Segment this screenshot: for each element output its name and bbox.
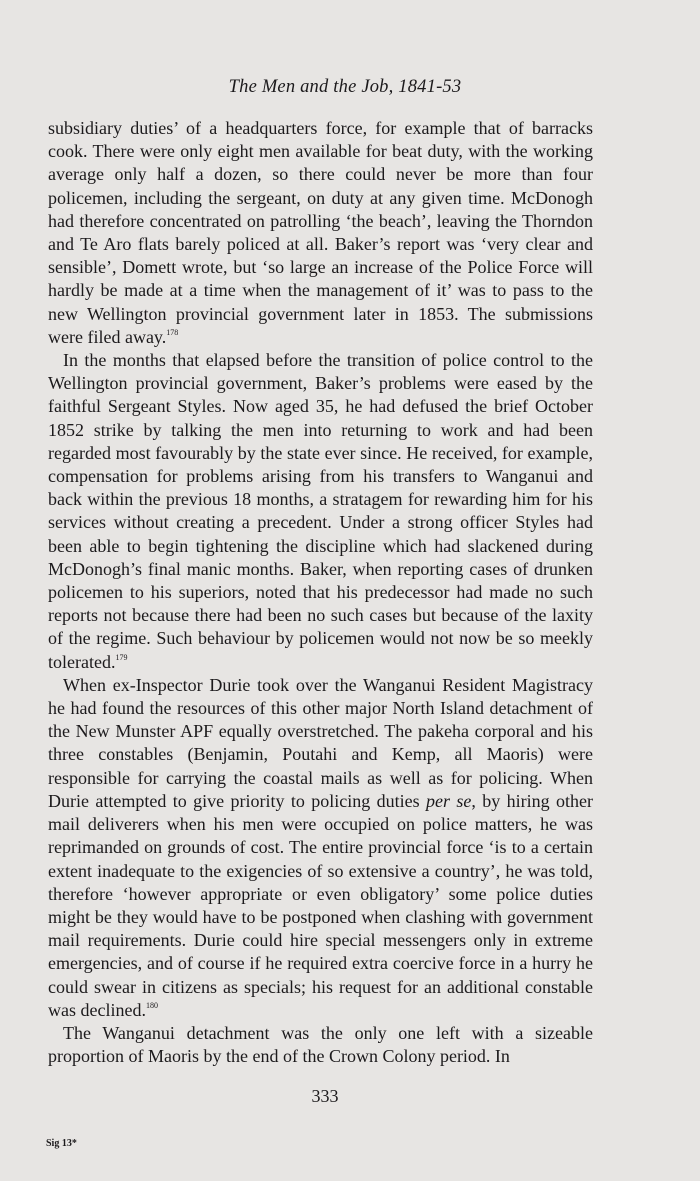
- paragraph-3-text-before: When ex-Inspector Durie took over the Wanganui Resident Magistracy he had found the resources of this other major North Island detachment of the New Munster APF equally overstretched. The pakeha corporal and his three constables (Benjamin, Poutahi and Kemp, all Maoris) were responsible for carrying the coastal mails as well as for policing. When Durie attempted to give priority to policing duties: [48, 674, 593, 811]
- footnote-ref-178: 178: [166, 327, 179, 337]
- paragraph-2: [48, 349, 593, 674]
- running-head: The Men and the Job, 1841-53: [228, 77, 462, 97]
- paragraph-4: [48, 1022, 593, 1068]
- italic-phrase: per se: [425, 790, 472, 811]
- footnote-ref-179: 179: [115, 652, 128, 662]
- paragraph-3: [48, 674, 593, 1022]
- signature-mark: Sig 13*: [46, 1138, 77, 1149]
- paragraph-1: [48, 117, 593, 349]
- paragraph-1-text: subsidiary duties’ of a headquarters force, for example that of barracks cook. There were only eight men available for beat duty, with the working average only half a dozen, so there could never be more than four policemen, including the sergeant, on duty at any given time. McDonogh had therefore concentrated on patrolling ‘the beach’, leaving the Thorndon and Te Aro flats barely policed at all. Baker’s report was ‘very clear and sensible’, Domett wrote, but ‘so large an increase of the Police Force will hardly be made at a time when the management of it’ was to pass to the new Wellington provincial government later in 1853. The submissions were filed away.: [48, 118, 593, 347]
- body-text: [48, 117, 593, 1068]
- paragraph-2-text: In the months that elapsed before the transition of police control to the Wellington provincial government, Baker’s problems were eased by the faithful Sergeant Styles. Now aged 35, he had defused the brief October 1852 strike by talking the men into returning to work and had been regarded most favourably by the state ever since. He received, for example, compensation for problems arising from his transfers to Wanganui and back within the previous 18 months, a stratagem for rewarding him for his services without creating a precedent. Under a strong officer Styles had been able to begin tightening the discipline which had slackened during McDonogh’s final manic months. Baker, when reporting cases of drunken policemen to his superiors, noted that his predecessor had made no such reports not because there had been no such cases but because of the laxity of the regime. Such behaviour by policemen would not now be so meekly tolerated.: [48, 350, 593, 672]
- footnote-ref-180: 180: [145, 1000, 158, 1010]
- paragraph-4-text: The Wanganui detachment was the only one left with a sizeable proportion of Maoris by the end of the Crown Colony period. In: [48, 1022, 593, 1067]
- paragraph-3-text-after: , by hiring other mail deliverers when his men were occupied on police matters, he was reprimanded on grounds of cost. The entire provincial force ‘is to a certain extent inadequate to the exigencies of so extensive a country’, he was told, therefore ‘however appropriate or even obligatory’ some police duties might be they would have to be postponed when clashing with government mail requirements. Durie could hire special messengers only in extreme emergencies, and of course if he required extra coercive force in a hurry he could swear in citizens as specials; his request for an additional constable was declined.: [48, 790, 593, 1020]
- page-number: 333: [311, 1086, 339, 1106]
